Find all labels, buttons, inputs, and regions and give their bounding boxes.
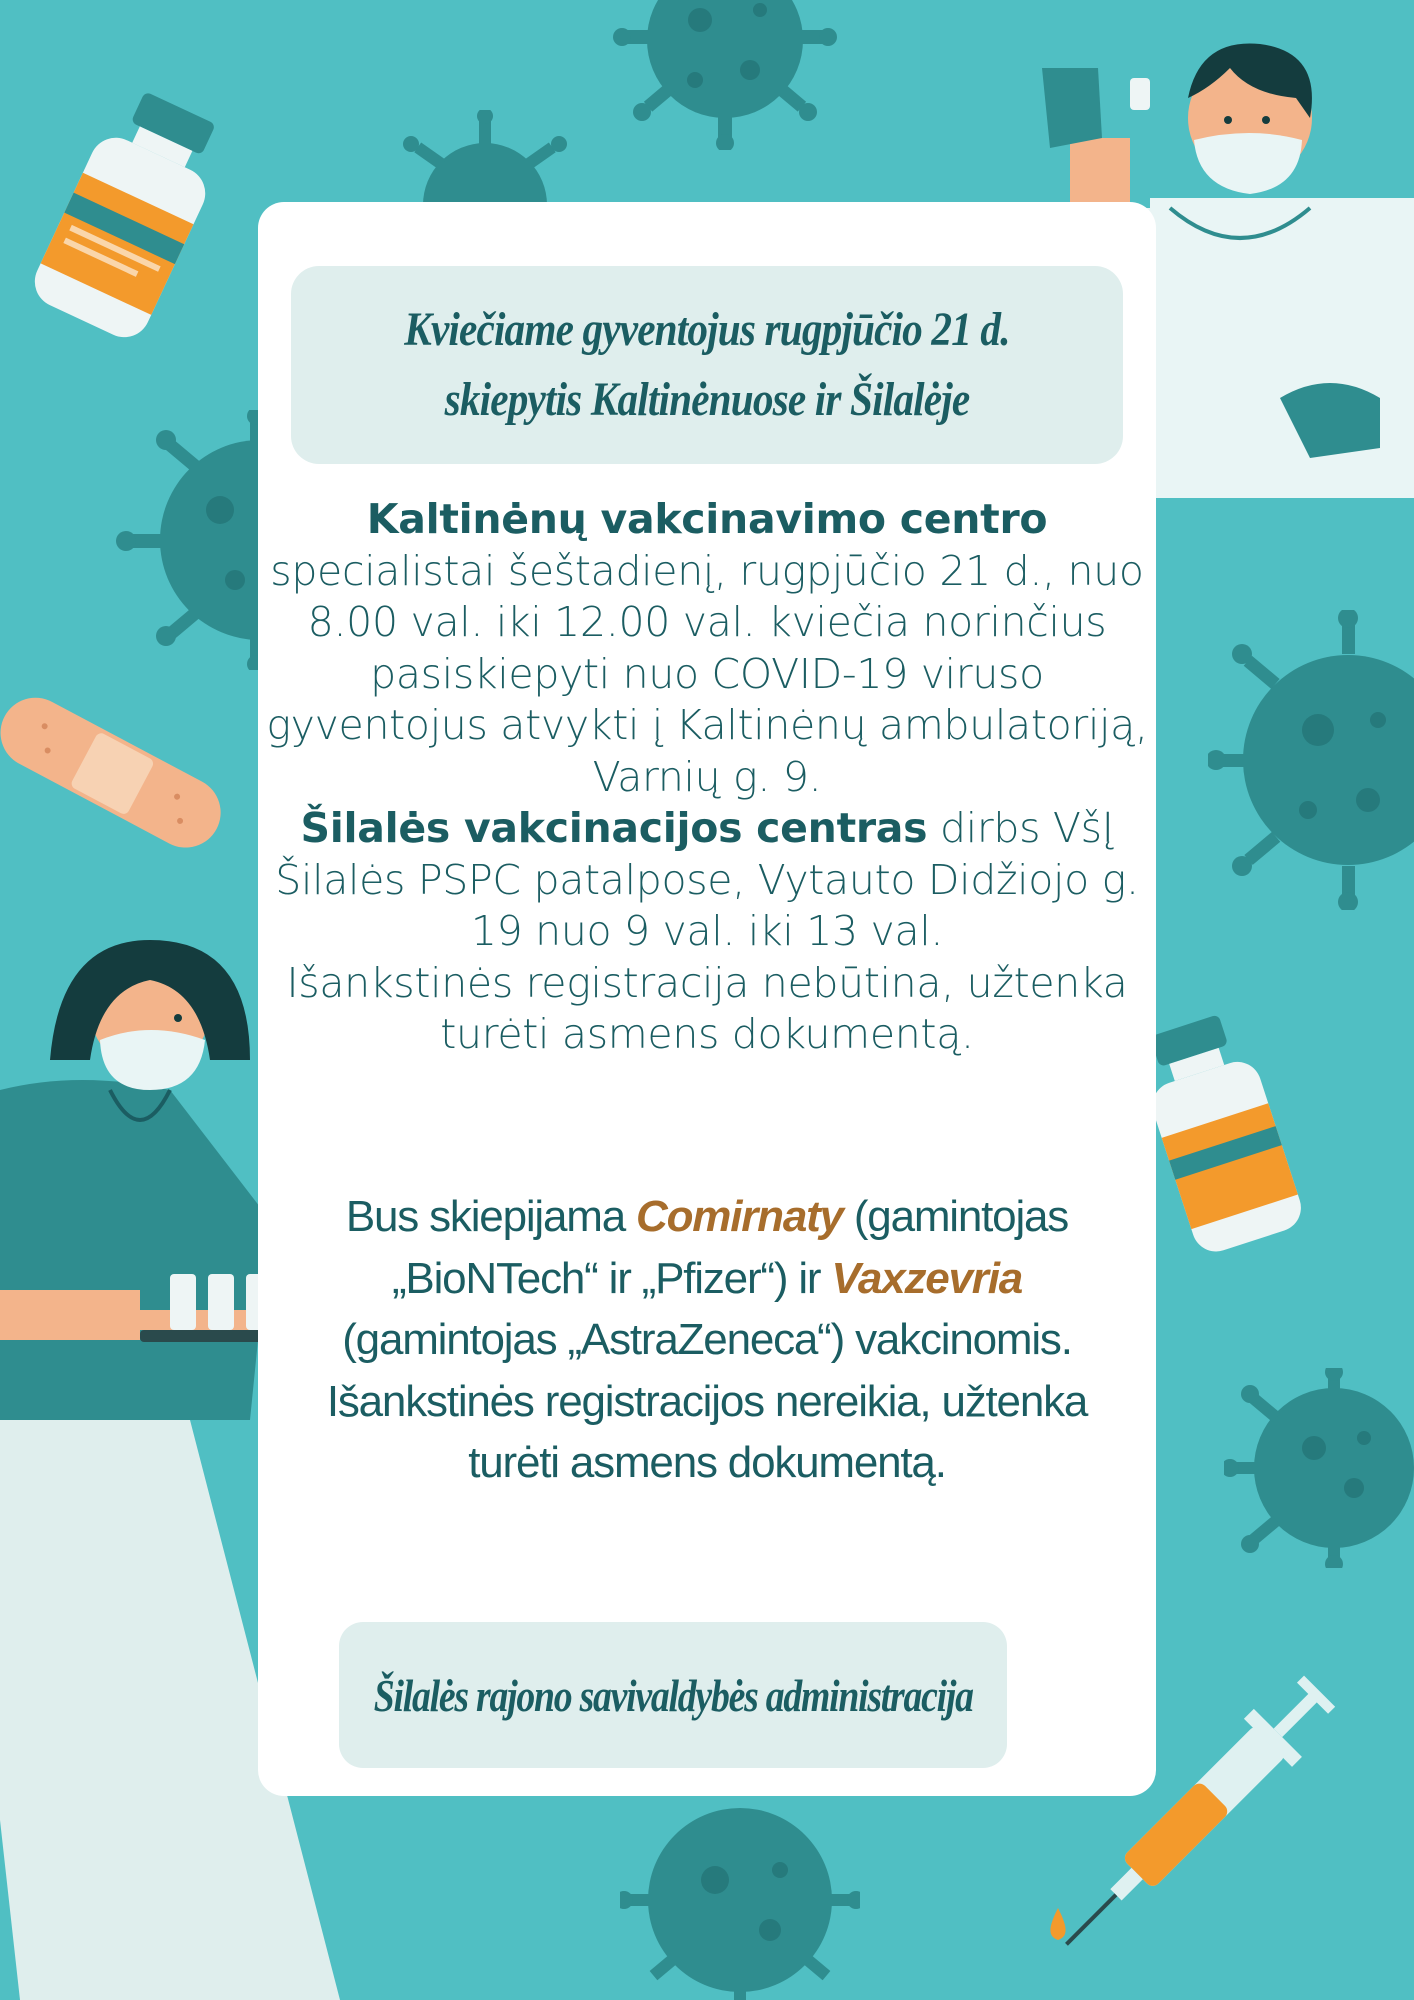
- registration-note: Išankstinės registracija nebūtina, užtenka turėti asmens dokumentą.: [286, 958, 1128, 1058]
- title-banner: [291, 266, 1123, 464]
- bandage-icon: [0, 690, 230, 860]
- silale-center-name: Šilalės vakcinacijos centras: [300, 804, 928, 852]
- virus-icon-bottom: [620, 1790, 860, 2000]
- vaccine-intro: Bus skiepijama: [345, 1192, 625, 1241]
- vaccination-info: [258, 494, 1156, 1061]
- kaltinenai-paragraph: [258, 494, 1156, 803]
- virus-icon-top: [600, 0, 850, 150]
- footer-banner: [339, 1622, 1007, 1768]
- vaccine-paragraph: [300, 1186, 1114, 1494]
- virus-icon-right-low: [1224, 1368, 1414, 1568]
- organization-name: Šilalės rajono savivaldybės administracija: [373, 1669, 973, 1721]
- virus-icon-left: [110, 410, 260, 670]
- vaccine-brand-vaxzevria: Vaxzevria: [831, 1253, 1023, 1303]
- kaltinenai-center-name: Kaltinėnų vakcinavimo centro: [366, 495, 1048, 543]
- title-line-1: Kviečiame gyventojus rugpjūčio 21 d.: [404, 303, 1010, 356]
- virus-icon-right-mid: [1208, 610, 1414, 910]
- vaccine-bottle-icon-right: [1146, 1005, 1326, 1275]
- title-line-2: skiepytis Kaltinėnuose ir Šilalėje: [444, 373, 970, 426]
- page-title: [404, 295, 1009, 435]
- vaccine-brand-comirnaty: Comirnaty: [636, 1192, 843, 1241]
- silale-paragraph: [258, 803, 1156, 958]
- vaccine-bottle-icon-top-left: [28, 78, 228, 358]
- kaltinenai-details: specialistai šeštadienį, rugpjūčio 21 d., nuo 8.00 val. iki 12.00 val. kviečia norinčius pasiskiepyti nuo COVID-19 viruso gyventojus atvykti į Kaltinėnų ambulatoriją, Varnių g. 9.: [266, 546, 1148, 801]
- silale-details: dirbs VšĮ Šilalės PSPC patalpose, Vytauto Didžiojo g. 19 nuo 9 val. iki 13 val.: [275, 804, 1139, 955]
- vaccine-maker-2: (gamintojas „AstraZeneca“) vakcinomis. Išankstinės registracijos nereikia, užtenka turėti asmens dokumentą.: [326, 1315, 1088, 1487]
- vaccine-info: [300, 1186, 1114, 1494]
- virus-icon-left-top: [395, 110, 575, 210]
- vaccine-maker-1: (gamintojas „BioNTech“ ir „Pfizer“) ir: [391, 1192, 1069, 1303]
